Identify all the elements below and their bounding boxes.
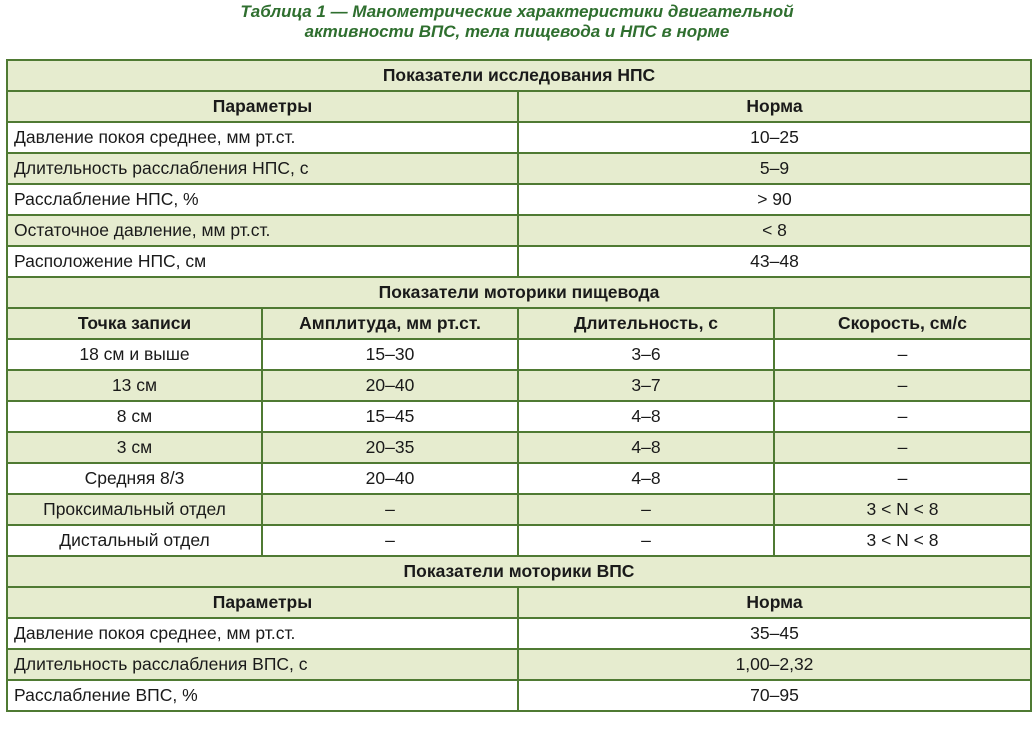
speed-cell: 3 < N < 8	[774, 525, 1031, 556]
table-row	[7, 122, 1031, 153]
amplitude-cell: 20–40	[262, 463, 518, 494]
amplitude-cell: –	[262, 525, 518, 556]
manometry-table	[6, 59, 1032, 712]
table-row	[7, 401, 1031, 432]
table-row	[7, 370, 1031, 401]
table-row	[7, 680, 1031, 711]
table-row	[7, 339, 1031, 370]
param-cell: Расположение НПС, см	[7, 246, 518, 277]
point-cell: 3 см	[7, 432, 262, 463]
duration-cell: 4–8	[518, 432, 774, 463]
duration-cell: 3–7	[518, 370, 774, 401]
section-row-vps	[7, 556, 1031, 587]
param-cell: Давление покоя среднее, мм рт.ст.	[7, 618, 518, 649]
table-caption	[0, 2, 1034, 42]
duration-cell: 4–8	[518, 401, 774, 432]
param-cell: Длительность расслабления НПС, с	[7, 153, 518, 184]
point-cell: Проксимальный отдел	[7, 494, 262, 525]
table-row	[7, 246, 1031, 277]
point-cell: 18 см и выше	[7, 339, 262, 370]
header-cell: Норма	[518, 91, 1031, 122]
header-row-vps	[7, 587, 1031, 618]
param-cell: Давление покоя среднее, мм рт.ст.	[7, 122, 518, 153]
amplitude-cell: 20–40	[262, 370, 518, 401]
table-row	[7, 215, 1031, 246]
table-row	[7, 649, 1031, 680]
param-cell: Длительность расслабления ВПС, с	[7, 649, 518, 680]
param-cell: Расслабление ВПС, %	[7, 680, 518, 711]
speed-cell: –	[774, 339, 1031, 370]
section-title-vps: Показатели моторики ВПС	[7, 556, 1031, 587]
value-cell: > 90	[518, 184, 1031, 215]
table-row	[7, 153, 1031, 184]
speed-cell: –	[774, 432, 1031, 463]
table-row	[7, 432, 1031, 463]
table-row	[7, 494, 1031, 525]
duration-cell: –	[518, 525, 774, 556]
value-cell: < 8	[518, 215, 1031, 246]
point-cell: Средняя 8/3	[7, 463, 262, 494]
header-row-motor	[7, 308, 1031, 339]
table-row	[7, 463, 1031, 494]
duration-cell: 3–6	[518, 339, 774, 370]
speed-cell: –	[774, 463, 1031, 494]
value-cell: 70–95	[518, 680, 1031, 711]
point-cell: Дистальный отдел	[7, 525, 262, 556]
table-row	[7, 618, 1031, 649]
header-cell: Длительность, с	[518, 308, 774, 339]
speed-cell: 3 < N < 8	[774, 494, 1031, 525]
amplitude-cell: 15–45	[262, 401, 518, 432]
header-cell: Параметры	[7, 91, 518, 122]
point-cell: 13 см	[7, 370, 262, 401]
amplitude-cell: –	[262, 494, 518, 525]
duration-cell: –	[518, 494, 774, 525]
amplitude-cell: 15–30	[262, 339, 518, 370]
param-cell: Остаточное давление, мм рт.ст.	[7, 215, 518, 246]
point-cell: 8 см	[7, 401, 262, 432]
value-cell: 35–45	[518, 618, 1031, 649]
value-cell: 5–9	[518, 153, 1031, 184]
header-row-nps	[7, 91, 1031, 122]
table-row	[7, 184, 1031, 215]
amplitude-cell: 20–35	[262, 432, 518, 463]
header-cell: Точка записи	[7, 308, 262, 339]
speed-cell: –	[774, 370, 1031, 401]
header-cell: Норма	[518, 587, 1031, 618]
header-cell: Параметры	[7, 587, 518, 618]
caption-line-1: Таблица 1 — Манометрические характеристики двигательной	[240, 2, 794, 21]
section-title-nps: Показатели исследования НПС	[7, 60, 1031, 91]
section-row-nps	[7, 60, 1031, 91]
section-row-motor	[7, 277, 1031, 308]
value-cell: 10–25	[518, 122, 1031, 153]
value-cell: 43–48	[518, 246, 1031, 277]
param-cell: Расслабление НПС, %	[7, 184, 518, 215]
speed-cell: –	[774, 401, 1031, 432]
value-cell: 1,00–2,32	[518, 649, 1031, 680]
section-title-motor: Показатели моторики пищевода	[7, 277, 1031, 308]
header-cell: Амплитуда, мм рт.ст.	[262, 308, 518, 339]
table-row	[7, 525, 1031, 556]
duration-cell: 4–8	[518, 463, 774, 494]
caption-line-2: активности ВПС, тела пищевода и НПС в норме	[304, 22, 730, 41]
header-cell: Скорость, см/с	[774, 308, 1031, 339]
